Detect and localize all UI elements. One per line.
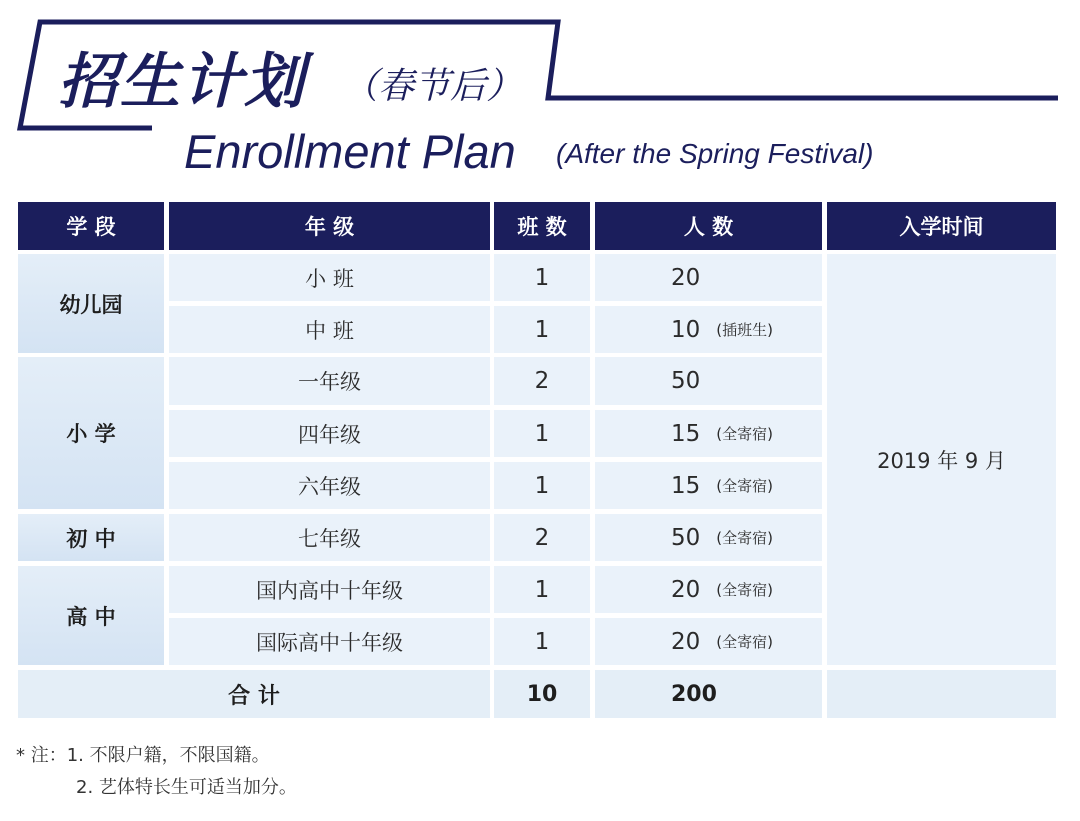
segment-primary: 小 学 — [18, 357, 164, 509]
enroll-time-cell: 2019 年 9 月 — [827, 254, 1056, 665]
table-row-students — [595, 357, 822, 405]
table-row-students — [595, 514, 822, 561]
total-empty-cell — [827, 670, 1056, 718]
table-row-classes: 1 — [494, 462, 590, 509]
student-note: (全寄宿) — [716, 425, 773, 443]
table-row-grade: 中 班 — [169, 306, 490, 353]
table-row-students — [595, 618, 822, 665]
table-row-grade: 国内高中十年级 — [169, 566, 490, 613]
student-note: (插班生) — [716, 321, 773, 339]
student-count: 20 — [671, 628, 701, 655]
table-row-students — [595, 306, 822, 353]
page-title-en-sub: (After the Spring Festival) — [556, 138, 874, 169]
page-title-en: Enrollment Plan — [184, 125, 516, 178]
table-row-grade: 小 班 — [169, 254, 490, 301]
note-line-2: 2. 艺体特长生可适当加分。 — [76, 777, 297, 798]
student-count: 15 — [671, 420, 701, 447]
total-students: 200 — [595, 670, 822, 718]
table-row-grade: 一年级 — [169, 357, 490, 405]
student-count: 10 — [671, 316, 701, 343]
table-row-students — [595, 462, 822, 509]
header-classes: 班 数 — [494, 202, 590, 250]
page-title-cn: 招生计划 — [58, 47, 306, 117]
page-title-cn-sub: （春节后） — [342, 66, 523, 107]
segment-senior-high: 高 中 — [18, 566, 164, 665]
student-note: (全寄宿) — [716, 581, 773, 599]
header-grade: 年 级 — [169, 202, 490, 250]
table-row-grade: 六年级 — [169, 462, 490, 509]
header-enroll-time: 入学时间 — [827, 202, 1056, 250]
total-classes: 10 — [494, 670, 590, 718]
table-row-students — [595, 254, 822, 301]
table-row-grade: 国际高中十年级 — [169, 618, 490, 665]
table-row-classes: 1 — [494, 566, 590, 613]
segment-kindergarten: 幼儿园 — [18, 254, 164, 353]
student-count: 20 — [671, 264, 701, 291]
table-row-grade: 七年级 — [169, 514, 490, 561]
student-note: (全寄宿) — [716, 633, 773, 651]
table-row-students — [595, 566, 822, 613]
note-line-1: * 注：1. 不限户籍，不限国籍。 — [16, 745, 270, 766]
table-row-students — [595, 410, 822, 457]
student-count: 50 — [671, 368, 701, 394]
student-note: (全寄宿) — [716, 477, 773, 495]
student-note: (全寄宿) — [716, 529, 773, 547]
table-row-classes: 1 — [494, 306, 590, 353]
table-row-classes: 1 — [494, 618, 590, 665]
header-segment: 学 段 — [18, 202, 164, 250]
table-row-classes: 2 — [494, 514, 590, 561]
segment-junior-high: 初 中 — [18, 514, 164, 561]
table-row-classes: 1 — [494, 410, 590, 457]
header-students: 人 数 — [595, 202, 822, 250]
table-row-classes: 1 — [494, 254, 590, 301]
student-count: 15 — [671, 472, 701, 499]
total-label: 合 计 — [18, 670, 490, 718]
table-row-grade: 四年级 — [169, 410, 490, 457]
table-row-classes: 2 — [494, 357, 590, 405]
student-count: 50 — [671, 524, 701, 551]
student-count: 20 — [671, 576, 701, 603]
